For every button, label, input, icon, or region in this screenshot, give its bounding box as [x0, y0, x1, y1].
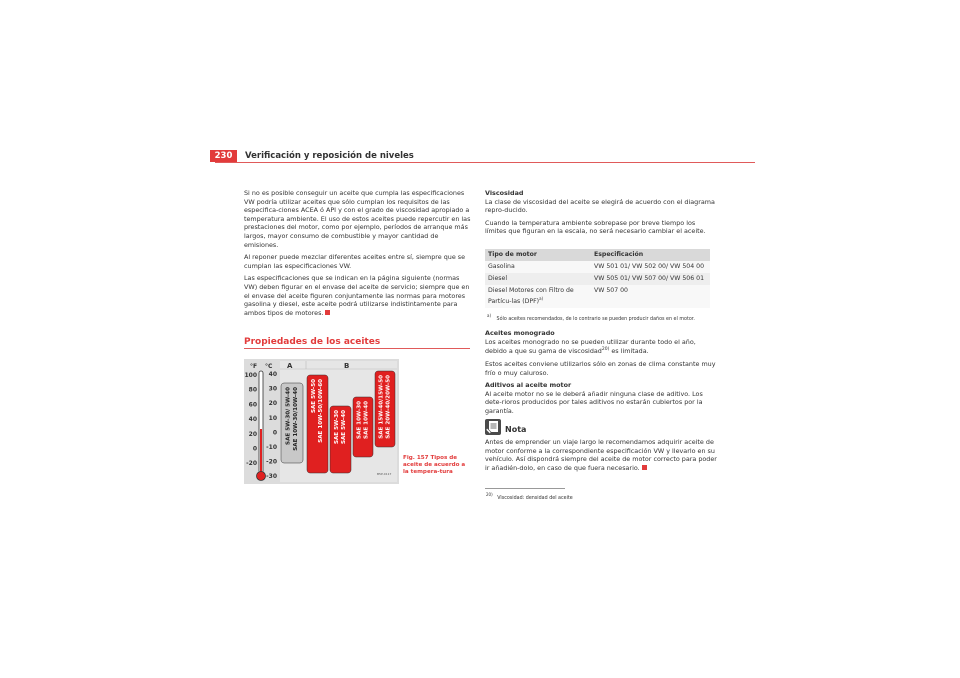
fahrenheit-tick-label: 60 — [248, 401, 257, 409]
end-marker-icon — [325, 310, 330, 315]
table-header: Especificación — [591, 249, 710, 261]
viscosity-bar-label: SAE 15W-40/15W-50 — [378, 375, 385, 439]
group-a-label: A — [287, 362, 293, 370]
footnote-ref: 20) — [601, 347, 610, 353]
viscosity-bar-label: SAE 5W-30/ 5W-40 — [285, 387, 292, 445]
table-cell: VW 501 01/ VW 502 00/ VW 504 00 — [591, 261, 710, 273]
table-cell: Diesel — [485, 273, 591, 285]
celsius-tick-label: -20 — [266, 458, 277, 466]
engine-spec-table — [485, 249, 710, 308]
celsius-tick-label: 30 — [268, 385, 277, 393]
paragraph-text: es limitada. — [609, 347, 649, 356]
paragraph: Cuando la temperatura ambiente sobrepase por breve tiempo los límites que figuran en la escala, no será necesario cambiar el aceite. — [485, 218, 706, 236]
unit-fahrenheit: °F — [250, 363, 258, 370]
page-footnote — [486, 491, 716, 502]
celsius-tick-label: -10 — [266, 444, 277, 451]
table-cell: VW 507 00 — [591, 285, 710, 308]
viscosity-bar-label: SAE 5W-50 — [310, 379, 317, 414]
chapter-title: Verificación y reposición de niveles — [245, 151, 414, 161]
figure-code: B5P-0117 — [377, 472, 392, 476]
footnote-rule — [485, 488, 565, 489]
fahrenheit-tick-label: 40 — [248, 416, 257, 424]
viscosity-heading: Viscosidad — [485, 189, 524, 197]
viscosity-bar-label: SAE 10W-40 — [363, 401, 370, 439]
table-row — [485, 285, 710, 308]
paragraph — [485, 338, 717, 356]
table-cell: VW 505 01/ VW 507 00/ VW 506 01 — [591, 273, 710, 285]
viscosity-bar-label: SAE 20W-40/20W-50 — [385, 375, 392, 439]
paragraph: Si no es posible conseguir un aceite que cumpla las especificaciones VW podría utilizar aceites que sólo cumplan los requisitos de las especifica-ciones ACEA ó API y con el grado de viscosidad apropiado a temperatura ambiente. El uso de estos aceites puede repercutir en las prestaciones del motor, como por ejemplo, períodos de arranque más largos, mayor consumo de combustible y mayor cantidad de emisiones. — [244, 189, 471, 249]
unit-celsius: °C — [265, 363, 273, 370]
celsius-tick-label: 40 — [268, 371, 277, 378]
footnote-number: 20) — [486, 492, 493, 497]
right-column-top — [485, 189, 717, 240]
paragraph: Al reponer puede mezclar diferentes aceites entre sí, siempre que se cumplan las especificaciones VW. — [244, 253, 466, 270]
footnote-mark: a) — [487, 313, 492, 318]
paragraph-text: Las especificaciones que se indican en la página siguiente (normas VW) deben figurar en el envase del aceite de servicio; siempre que en el envase del aceite figuren conjuntamente las normas para motores gasolina y diesel, este aceite podrá utilizarse indistintamente para ambos tipos de motores. — [244, 274, 470, 317]
thermometer-mercury — [260, 429, 262, 473]
table-cell: Gasolina — [485, 261, 591, 273]
table-cell — [485, 285, 591, 308]
cell-text: Diesel Motores con Filtro de Partícu-las (DPF) — [488, 287, 574, 306]
left-column — [244, 189, 472, 321]
table-footnote — [487, 312, 717, 323]
additives-heading: Aditivos al aceite motor — [485, 381, 572, 390]
viscosity-bar-label: SAE 10W-30/10W-40 — [292, 387, 299, 451]
footnote-text: Viscosidad: densidad del aceite — [497, 495, 573, 501]
paragraph: Al aceite motor no se le deberá añadir ninguna clase de aditivo. Los dete-rioros producidos por tales aditivos no estarán cubiertos por la garantía. — [485, 389, 703, 415]
paragraph: La clase de viscosidad del aceite se elegirá de acuerdo con el diagrama repro-ducido. — [485, 197, 715, 215]
thermometer-bulb-icon — [257, 472, 266, 481]
fahrenheit-tick-label: 100 — [244, 372, 257, 379]
paragraph: Estos aceites conviene utilizarlos sólo en zonas de clima constante muy frío o muy caluroso. — [485, 359, 716, 377]
viscosity-bar-label: SAE 5W-30 — [333, 410, 340, 445]
page-number: 230 — [210, 150, 237, 162]
footnote-text: Sólo aceites recomendados, de lo contrario se pueden producir daños en el motor. — [496, 316, 695, 322]
right-column-bottom — [485, 329, 717, 419]
oil-viscosity-figure — [244, 359, 399, 484]
paragraph-text: Los aceites monogrado no se pueden utilizar durante todo el año, debido a que su gama de viscosidad — [485, 337, 696, 356]
monograde-heading: Aceites monogrado — [485, 329, 555, 337]
note-icon — [485, 419, 501, 435]
fahrenheit-tick-label: 80 — [248, 386, 257, 394]
viscosity-bar-label: SAE 5W-40 — [341, 410, 348, 445]
section-title: Propiedades de los aceites — [244, 336, 470, 349]
celsius-tick-label: 10 — [268, 414, 277, 422]
table-row — [485, 261, 710, 273]
fahrenheit-tick-label: 20 — [248, 430, 257, 438]
note-text: Antes de emprender un viaje largo le recomendamos adquirir aceite de motor conforme a la correspondiente especificación VW y llevarlo en su vehículo. Así dispondrá siempre del aceite de motor correcto para poder ir añadién-dolo, en caso de que fuera necesario. — [485, 438, 717, 472]
group-b-label: B — [344, 362, 350, 370]
viscosity-bar-label: SAE 10W-30 — [356, 401, 363, 439]
celsius-tick-label: 20 — [268, 400, 277, 408]
figure-caption: Fig. 157 Tipos de aceite de acuerdo a la tempera-tura — [403, 455, 466, 475]
end-marker-icon — [642, 465, 647, 470]
table-header: Tipo de motor — [485, 249, 591, 261]
fahrenheit-tick-label: -20 — [246, 460, 257, 468]
table-row — [485, 273, 710, 285]
note-heading: Nota — [505, 425, 527, 434]
celsius-tick-label: 0 — [272, 429, 277, 437]
fahrenheit-tick-label: 0 — [252, 445, 257, 453]
celsius-tick-label: -30 — [266, 473, 277, 481]
viscosity-bar-label: SAE 10W-50/10W-60 — [318, 379, 325, 443]
note-body — [485, 438, 717, 472]
footnote-ref: a) — [539, 296, 544, 301]
paragraph — [244, 274, 472, 317]
